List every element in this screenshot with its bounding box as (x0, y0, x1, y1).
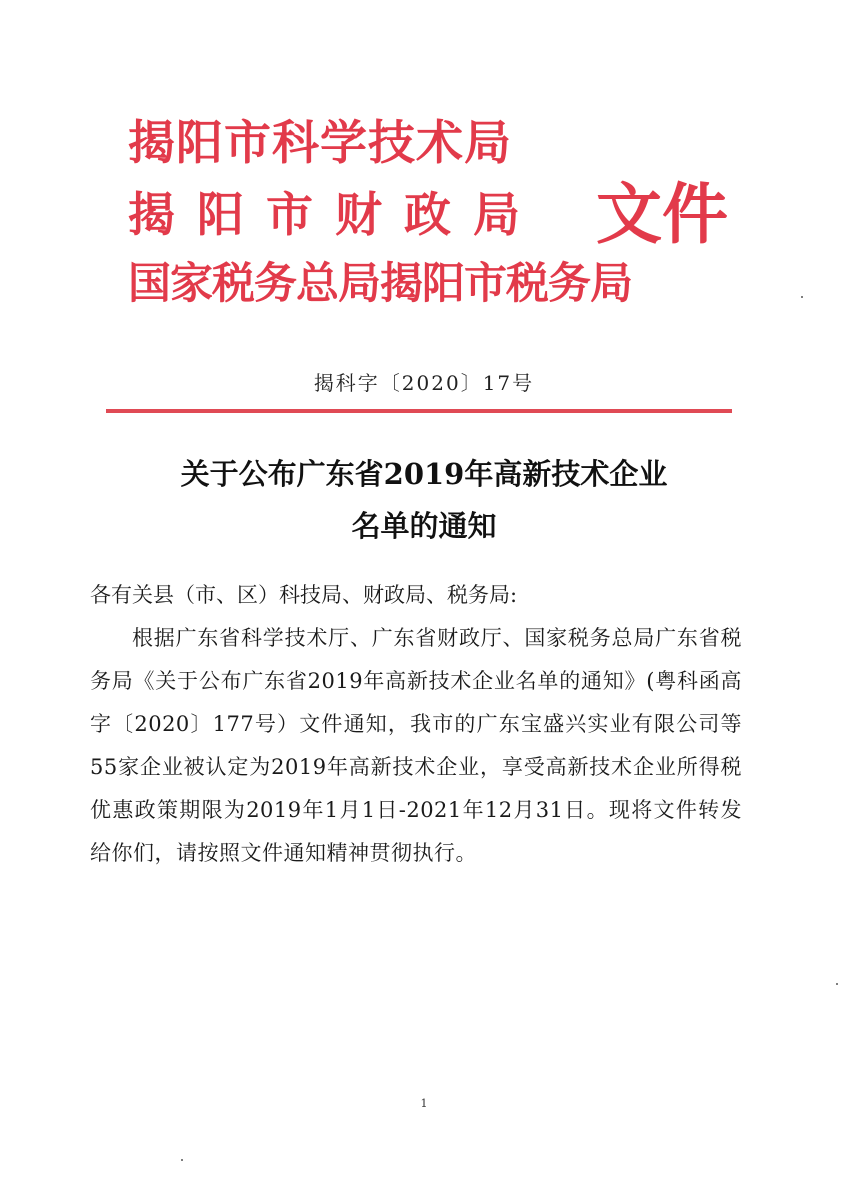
red-divider (106, 409, 732, 413)
issuer-tax-bureau: 国家税务总局揭阳市税务局 (128, 259, 632, 309)
salutation: 各有关县（市、区）科技局、财政局、税务局: (90, 583, 518, 607)
document-type-label: 文件 (596, 176, 728, 253)
scan-speck (181, 1159, 183, 1161)
document-title (0, 448, 848, 552)
issuer-finance-bureau: 揭阳市财政局 (128, 188, 542, 243)
issuer-science-bureau: 揭阳市科学技术局 (128, 116, 512, 171)
title-line-1: 关于公布广东省2019年高新技术企业 (180, 457, 668, 491)
scan-speck (836, 983, 838, 985)
scan-speck (801, 296, 803, 298)
page-number: 1 (420, 1097, 428, 1110)
document-body (90, 574, 742, 875)
body-paragraph: 根据广东省科学技术厅、广东省财政厅、国家税务总局广东省税务局《关于公布广东省2019年高新技术企业名单的通知》(粤科函高字〔2020〕177号）文件通知，我市的广东宝盛兴实业有限公司等55家企业被认定为2019年高新技术企业，享受高新技术企业所得税优惠政策期限为2019年1月1日-2021年12月31日。现将文件转发给你们，请按照文件通知精神贯彻执行。 (90, 626, 742, 865)
title-line-2: 名单的通知 (351, 509, 497, 543)
issuer-block (128, 110, 728, 320)
document-number: 揭科字〔2020〕17号 (313, 371, 535, 395)
